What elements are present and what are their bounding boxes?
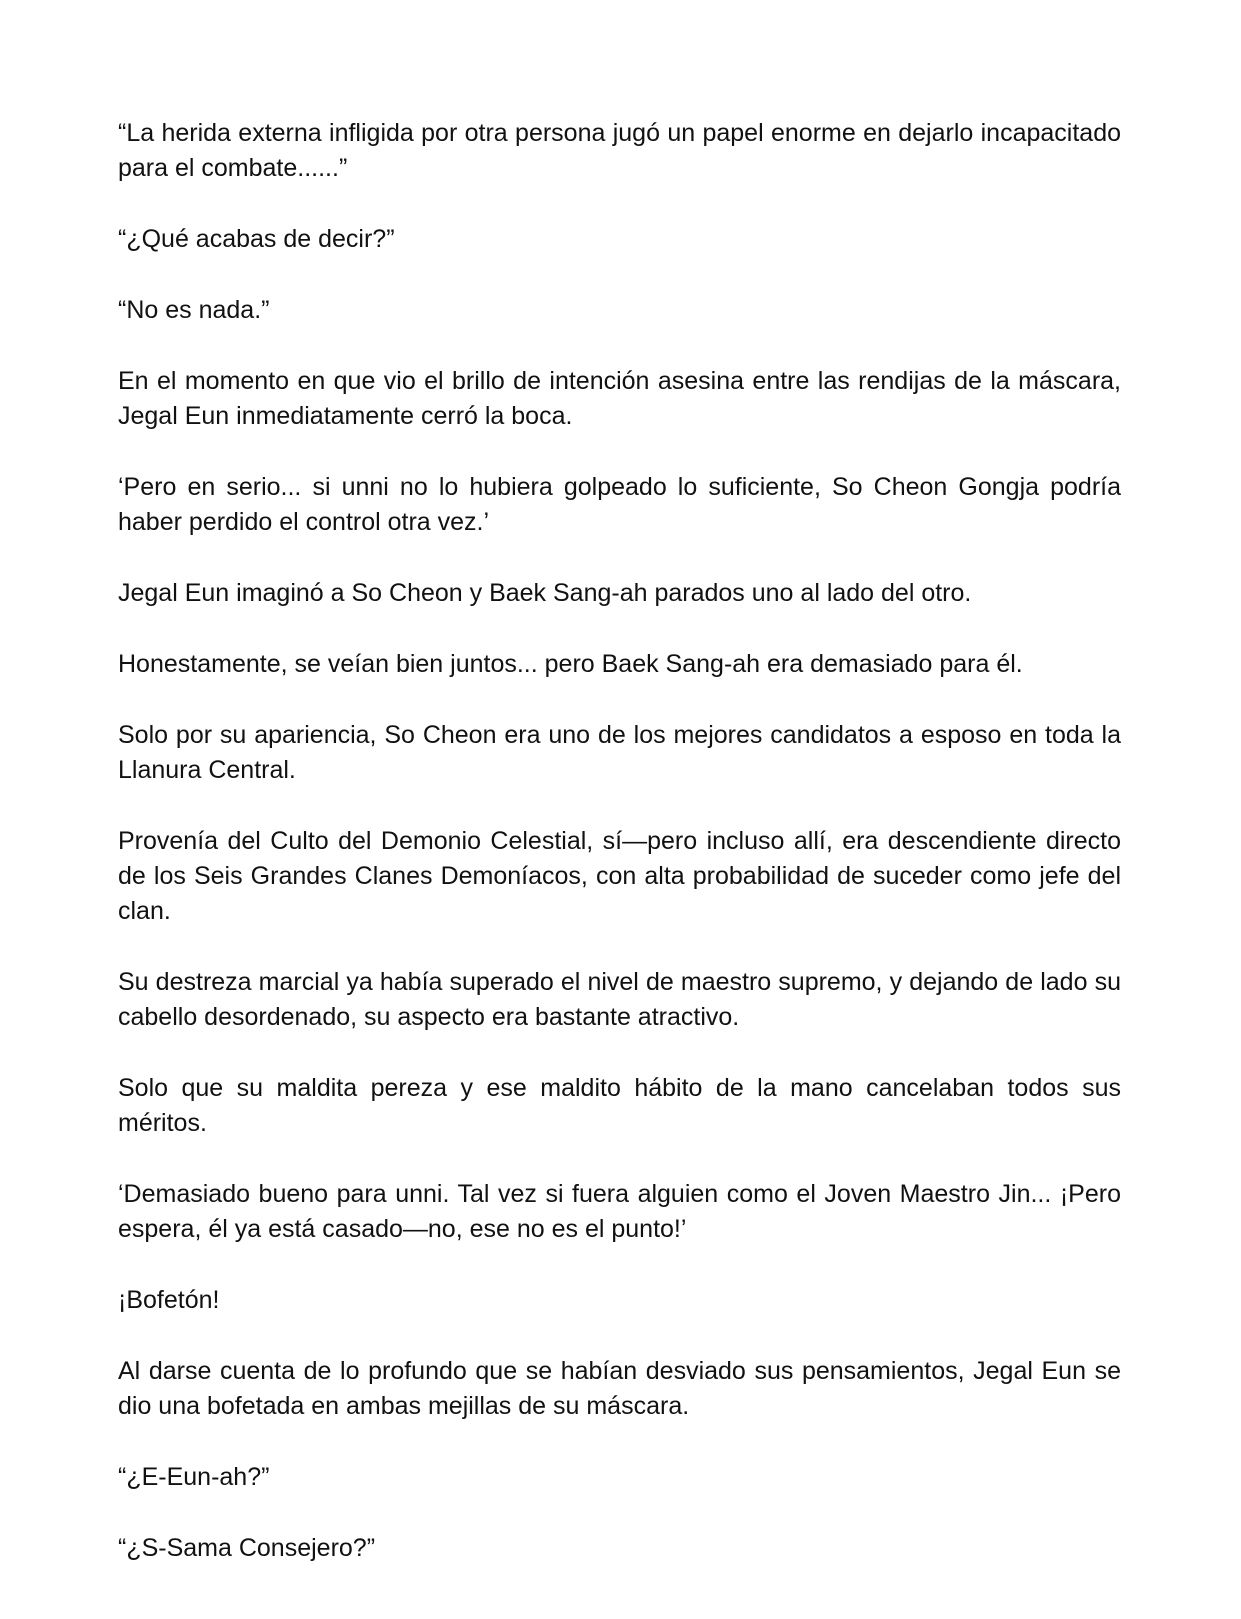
paragraph-5: ‘Pero en serio... si unni no lo hubiera golpeado lo suficiente, So Cheon Gongja podría haber perdido el control otra vez.’ xyxy=(118,473,1121,536)
paragraph-9: Provenía del Culto del Demonio Celestial, sí—pero incluso allí, era descendiente directo de los Seis Grandes Clanes Demoníacos, con alta probabilidad de suceder como jefe del clan. xyxy=(118,827,1121,925)
text-body xyxy=(118,116,1121,1602)
paragraph-8: Solo por su apariencia, So Cheon era uno de los mejores candidatos a esposo en toda la Llanura Central. xyxy=(118,721,1121,784)
paragraph-15: “¿E-Eun-ah?” xyxy=(118,1463,270,1491)
paragraph-12: ‘Demasiado bueno para unni. Tal vez si fuera alguien como el Joven Maestro Jin... ¡Pero espera, él ya está casado—no, ese no es el punto!’ xyxy=(118,1180,1121,1243)
paragraph-1: “La herida externa infligida por otra persona jugó un papel enorme en dejarlo incapacitado para el combate......” xyxy=(118,119,1121,182)
paragraph-7: Honestamente, se veían bien juntos... pero Baek Sang-ah era demasiado para él. xyxy=(118,650,1023,678)
paragraph-4: En el momento en que vio el brillo de intención asesina entre las rendijas de la máscara, Jegal Eun inmediatamente cerró la boca. xyxy=(118,367,1121,430)
paragraph-10: Su destreza marcial ya había superado el nivel de maestro supremo, y dejando de lado su cabello desordenado, su aspecto era bastante atractivo. xyxy=(118,968,1121,1031)
paragraph-6: Jegal Eun imaginó a So Cheon y Baek Sang-ah parados uno al lado del otro. xyxy=(118,579,972,607)
paragraph-3: “No es nada.” xyxy=(118,296,270,324)
paragraph-13: ¡Bofetón! xyxy=(118,1286,220,1314)
paragraph-16: “¿S-Sama Consejero?” xyxy=(118,1534,376,1562)
paragraph-2: “¿Qué acabas de decir?” xyxy=(118,225,395,253)
paragraph-11: Solo que su maldita pereza y ese maldito hábito de la mano cancelaban todos sus méritos. xyxy=(118,1074,1121,1137)
paragraph-14: Al darse cuenta de lo profundo que se habían desviado sus pensamientos, Jegal Eun se dio una bofetada en ambas mejillas de su máscara. xyxy=(118,1357,1121,1420)
